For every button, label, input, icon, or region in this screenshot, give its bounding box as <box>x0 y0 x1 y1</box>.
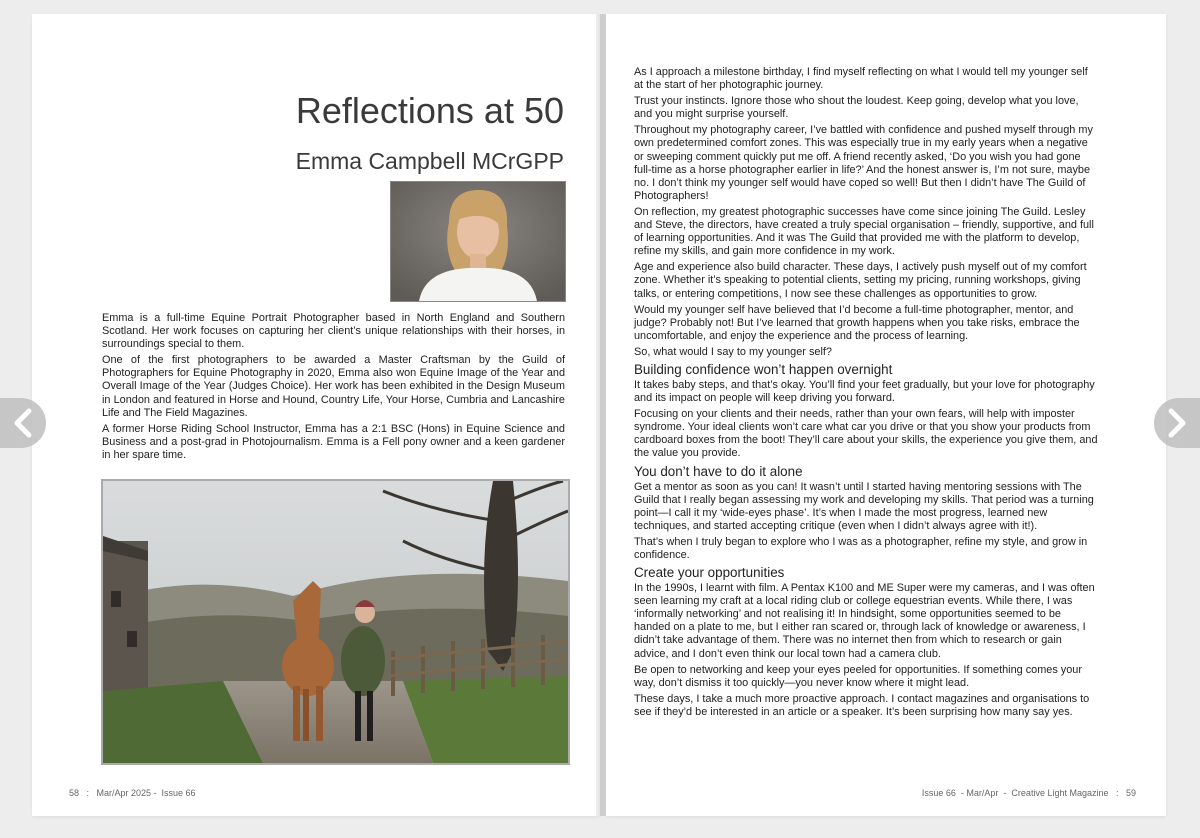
section-heading: You don’t have to do it alone <box>634 463 803 479</box>
article-paragraph: In the 1990s, I learnt with film. A Pentax K100 and ME Super were my cameras, and I was often seen learning my craft at a local riding club or college equestrian events. While there, I was ‘informally networking’ and not realising it! In hindsight, some opportunities seemed to be handed on a plate to me, but I either ran scared or, through lack of knowledge or awareness, I didn’t take advantage of them. There was no internet then from which to research or gain advice, and I don’t even think our local town had a camera club. <box>634 582 1095 660</box>
article-paragraph: Trust your instincts. Ignore those who shout the loudest. Keep going, develop what you love, and you might surprise yourself. <box>634 95 1079 121</box>
article-paragraph: That’s when I truly began to explore who I was as a photographer, refine my style, and grow in confidence. <box>634 535 1088 561</box>
article-paragraph: Throughout my photography career, I’ve battled with confidence and pushed myself through my own predetermined comfort zones. This was especially true in my early years when a negative or sweeping comment quickly put me off. A friend recently asked, ‘Do you wish you had gone full-time as a horse photographer earlier in life?’ And the honest answer is, I’m not sure, maybe no. I don’t think my younger self would have coped so well! But then I didn’t have The Guild of Photographers! <box>634 124 1093 202</box>
article-paragraph: So, what would I say to my younger self? <box>634 345 832 358</box>
author-name: Emma Campbell MCrGPP <box>295 148 564 174</box>
article-paragraph: Be open to networking and keep your eyes peeled for opportunities. If something comes your way, don’t dismiss it too quickly—you never know where it might lead. <box>634 663 1082 689</box>
chevron-left-icon <box>12 408 34 438</box>
next-page-button[interactable] <box>1154 398 1200 448</box>
article-paragraph: Would my younger self have believed that I’d become a full-time photographer, mentor, and judge? Probably not! But I’ve learned that growth happens when you take risks, embrace the uncomfortable, and enjoy the experience and the process of learning. <box>634 303 1080 342</box>
bio-paragraph: One of the first photographers to be awarded a Master Craftsman by the Guild of Photographers for Equine Photography in 2020, Emma also won Equine Image of the Year and Overall Image of the Year (Judges Choice). Her work has been exhibited in the Design Museum in London and featured in Horse and Hound, Country Life, Your Horse, Cumbria and Lancashire Life and The Field Magazines. <box>102 354 565 419</box>
page-folio-right: Issue 66 - Mar/Apr - Creative Light Magazine : 59 <box>921 788 1136 798</box>
author-portrait <box>390 181 566 302</box>
bio-paragraph: Emma is a full-time Equine Portrait Photographer based in North England and Southern Scotland. Her work focuses on capturing her client’s unique relationships with their horses, in surroundings special to them. <box>102 312 565 351</box>
article-paragraph: These days, I take a much more proactive approach. I contact magazines and organisations to see if they’d be interested in an article or a speaker. It’s been surprising how many say yes. <box>634 692 1090 718</box>
article-paragraph: On reflection, my greatest photographic successes have come since joining The Guild. Lesley and Steve, the directors, have created a truly special organisation – friendly, supportive, and full of learning opportunities. And it was The Guild that provided me with the platform to develop, refine my skills, and gain more confidence in my work. <box>634 205 1094 258</box>
chevron-right-icon <box>1166 408 1188 438</box>
article-paragraph: Focusing on your clients and their needs, rather than your own fears, will help with imposter syndrome. Your ideal clients won’t care what car you drive or that you show your products from cardboard boxes from the boot! They’ll care about your skills, the experience you give them, and the value you provide. <box>634 408 1098 460</box>
article-title: Reflections at 50 <box>295 90 564 131</box>
section-heading: Create your opportunities <box>634 565 785 581</box>
article-paragraph: Age and experience also build character. These days, I actively push myself out of my comfort zone. Whether it’s speaking to potential clients, setting my pricing, running workshops, giving talks, or entering competitions, I now see these challenges as opportunities to grow. <box>634 261 1087 300</box>
article-body <box>634 66 1098 722</box>
author-bio <box>102 312 565 465</box>
bio-paragraph: A former Horse Riding School Instructor, Emma has a 2:1 BSC (Hons) in Equine Science and Business and a post-grad in Photojournalism. Emma is a Fell pony owner and a keen gardener in her spare time. <box>102 422 565 461</box>
section-heading: Building confidence won’t happen overnight <box>634 361 893 377</box>
left-page <box>32 14 600 816</box>
article-paragraph: As I approach a milestone birthday, I find myself reflecting on what I would tell my younger self at the start of her photographic journey. <box>634 66 1088 92</box>
page-folio-left: 58 : Mar/Apr 2025 - Issue 66 <box>69 788 196 798</box>
article-paragraph: Get a mentor as soon as you can! It wasn’t until I started having mentoring sessions with The Guild that I really began assessing my work and developing my skills. That period was a turning point—I call it my ‘wide-eyes phase’. It’s when I made the most progress, learned new techniques, and started accepting critique (even when I didn’t always agree with it!). <box>634 480 1094 532</box>
right-page <box>606 14 1166 816</box>
article-paragraph: It takes baby steps, and that’s okay. You’ll find your feet gradually, but your love for photography and its impact on people will keep driving you forward. <box>634 378 1095 405</box>
horse-photo <box>101 479 570 765</box>
